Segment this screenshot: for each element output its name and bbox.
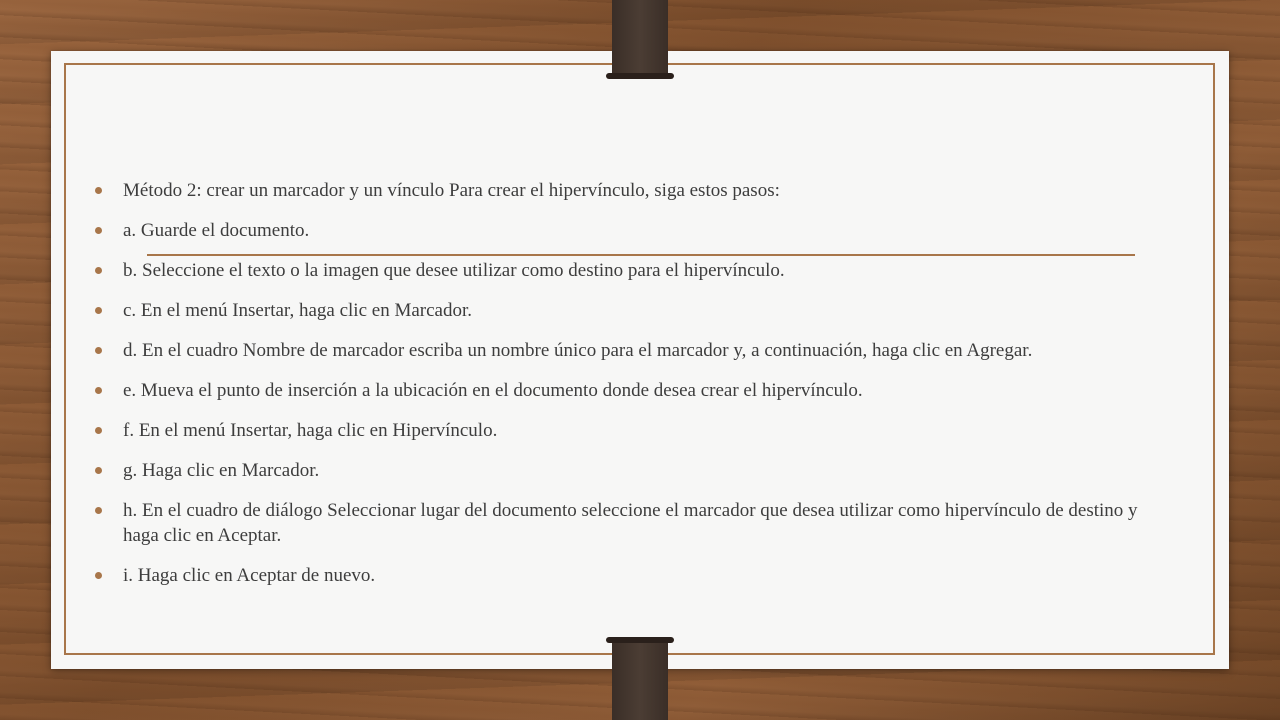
list-item[interactable] — [95, 378, 1155, 403]
list-item[interactable] — [95, 498, 1155, 548]
list-item[interactable] — [95, 298, 1155, 323]
bottom-strap — [612, 640, 668, 720]
top-strap-cap — [606, 73, 674, 79]
list-item[interactable] — [95, 258, 1155, 283]
list-item-text: b. Seleccione el texto o la imagen que desee utilizar como destino para el hipervínculo. — [123, 260, 785, 281]
list-item-text: h. En el cuadro de diálogo Seleccionar lugar del documento seleccione el marcador que desea utilizar como hipervínculo de destino y haga clic en Aceptar. — [123, 500, 1138, 546]
bullet-icon — [95, 307, 102, 314]
top-strap — [612, 0, 668, 76]
bullet-icon — [95, 572, 102, 579]
list-item-text: g. Haga clic en Marcador. — [123, 460, 320, 481]
list-item[interactable] — [95, 218, 1155, 243]
list-item-text: Método 2: crear un marcador y un vínculo Para crear el hipervínculo, siga estos pasos: — [123, 180, 780, 201]
list-item-text: d. En el cuadro Nombre de marcador escriba un nombre único para el marcador y, a continuación, haga clic en Agregar. — [123, 340, 1033, 361]
list-item[interactable] — [95, 338, 1155, 363]
list-item-text: i. Haga clic en Aceptar de nuevo. — [123, 565, 376, 586]
bottom-strap-cap — [606, 637, 674, 643]
bullet-icon — [95, 507, 102, 514]
bullet-icon — [95, 467, 102, 474]
list-item-text: a. Guarde el documento. — [123, 220, 310, 241]
bullet-icon — [95, 227, 102, 234]
bullet-icon — [95, 427, 102, 434]
list-item-text: e. Mueva el punto de inserción a la ubicación en el documento donde desea crear el hipervínculo. — [123, 380, 863, 401]
bullet-icon — [95, 267, 102, 274]
bullet-icon — [95, 187, 102, 194]
list-item[interactable] — [95, 178, 1155, 203]
bullet-icon — [95, 347, 102, 354]
list-item[interactable] — [95, 418, 1155, 443]
list-item[interactable] — [95, 458, 1155, 483]
bullet-icon — [95, 387, 102, 394]
list-item[interactable] — [95, 563, 1155, 588]
bullet-list — [95, 178, 1155, 603]
list-item-text: c. En el menú Insertar, haga clic en Marcador. — [123, 300, 472, 321]
list-item-text: f. En el menú Insertar, haga clic en Hipervínculo. — [123, 420, 498, 441]
